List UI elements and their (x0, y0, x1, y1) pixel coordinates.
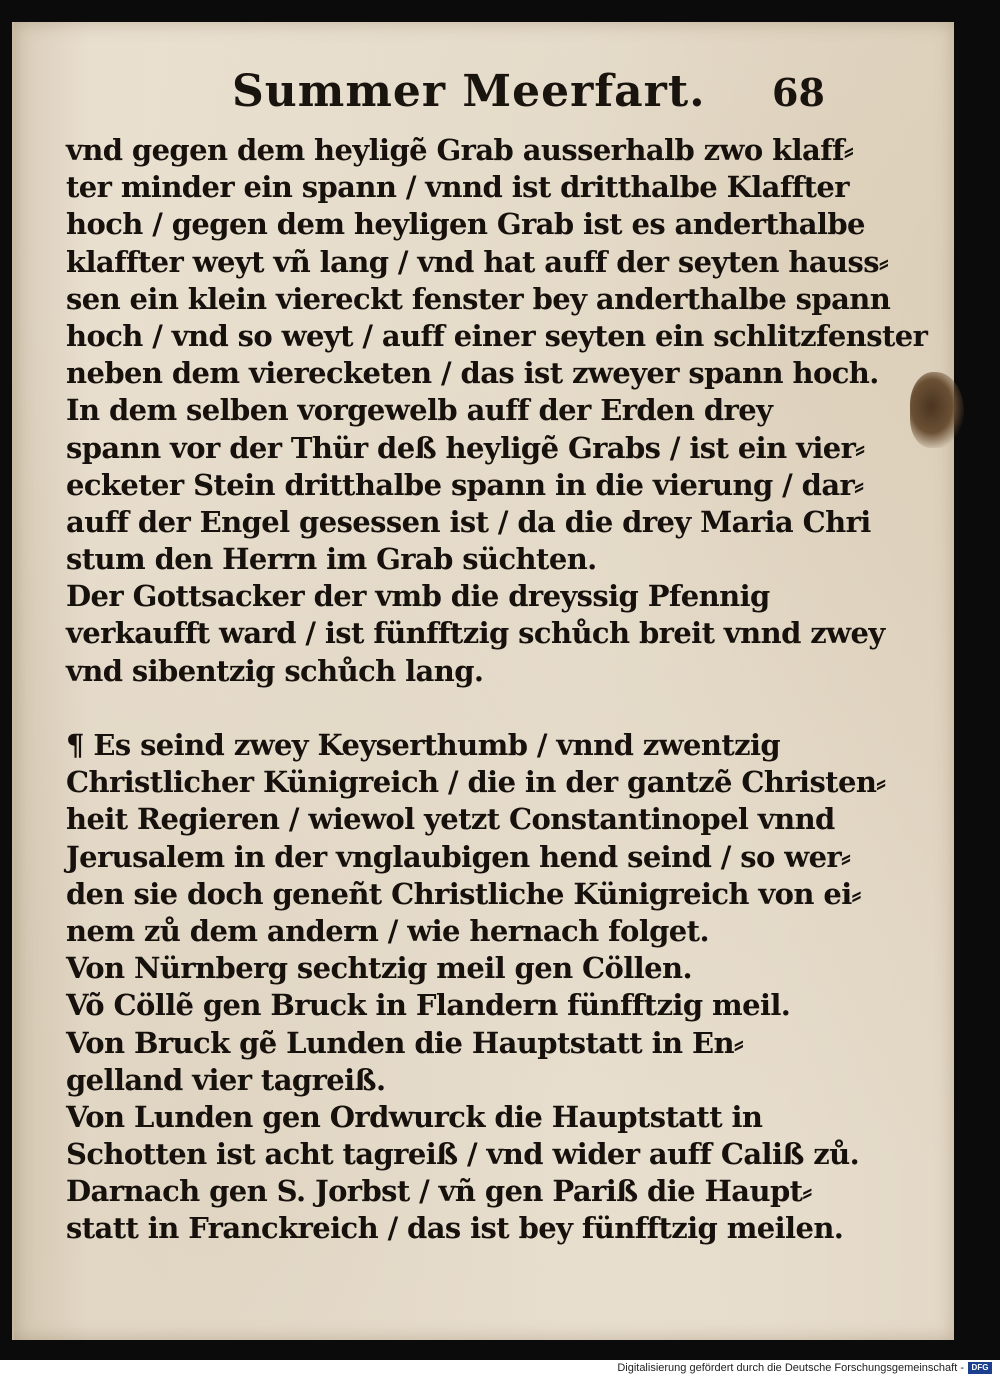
text-line: stum den Herrn im Grab süchten. (66, 542, 597, 577)
text-line: ter minder ein spann / vnnd ist dritthalbe Klaffter (66, 170, 849, 205)
text-line: Christlicher Künigreich / die in der gantzẽ Christen⸗ (66, 765, 886, 800)
text-line: In dem selben vorgewelb auff der Erden drey (66, 393, 773, 428)
text-line: sen ein klein viereckt fenster bey anderthalbe spann (66, 281, 891, 316)
text-line: vnd gegen dem heyligẽ Grab ausserhalb zwo klaff⸗ (66, 133, 854, 167)
page-header (232, 62, 832, 132)
text-line: klaffter weyt vñ lang / vnd hat auff der seyten hauss⸗ (66, 244, 889, 279)
text-line: heit Regieren / wiewol yetzt Constantinopel vnnd (66, 802, 835, 837)
text-line: Der Gottsacker der vmb die dreyssig Pfennig (66, 579, 770, 614)
text-line: verkaufft ward / ist fünfftzig schůch breit vnnd zwey (66, 616, 885, 651)
text-line: Schotten ist acht tagreiß / vnd wider auff Caliß zů. (66, 1137, 860, 1172)
text-line: Von Nürnberg sechtzig meil gen Cöllen. (66, 951, 692, 986)
footer-credit: Digitalisierung gefördert durch die Deutsche Forschungsgemeinschaft - (617, 1362, 964, 1374)
text-line: hoch / gegen dem heyligen Grab ist es anderthalbe (66, 207, 865, 242)
text-line: vnd sibentzig schůch lang. (66, 653, 484, 688)
paragraph-gap (66, 690, 826, 727)
text-line: spann vor der Thür deß heyligẽ Grabs / ist ein vier⸗ (66, 430, 865, 465)
text-line: Jerusalem in der vnglaubigen hend seind / so wer⸗ (66, 839, 851, 874)
text-line: gelland vier tagreiß. (66, 1062, 386, 1097)
text-line: nem zů dem andern / wie hernach folget. (66, 913, 709, 948)
page-stain (910, 372, 964, 448)
text-line: auff der Engel gesessen ist / da die drey Maria Chri (66, 504, 871, 539)
text-line: Võ Cöllẽ gen Bruck in Flandern fünfftzig meil. (66, 988, 791, 1023)
text-line: Von Bruck gẽ Lunden die Hauptstatt in En⸗ (66, 1025, 744, 1060)
text-line: statt in Franckreich / das ist bey fünfftzig meilen. (66, 1211, 844, 1246)
text-line: ¶ Es seind zwey Keyserthumb / vnnd zwentzig (66, 728, 781, 762)
text-line: neben dem vierecketen / das ist zweyer spann hoch. (66, 356, 879, 391)
page-number: 68 (772, 70, 825, 115)
text-line: Darnach gen S. Jorbst / vñ gen Pariß die Haupt⸗ (66, 1174, 812, 1209)
text-line: ecketer Stein dritthalbe spann in die vierung / dar⸗ (66, 467, 864, 502)
text-line: Von Lunden gen Ordwurck die Hauptstatt in (66, 1099, 763, 1134)
running-title: Summer Meerfart. (232, 66, 706, 117)
dfg-logo: DFG (968, 1362, 992, 1374)
text-line: den sie doch geneñt Christliche Künigreich von ei⸗ (66, 876, 861, 911)
body-text (66, 132, 928, 1248)
footer (0, 1360, 1000, 1378)
text-line: hoch / vnd so weyt / auff einer seyten ein schlitzfenster (66, 318, 928, 353)
